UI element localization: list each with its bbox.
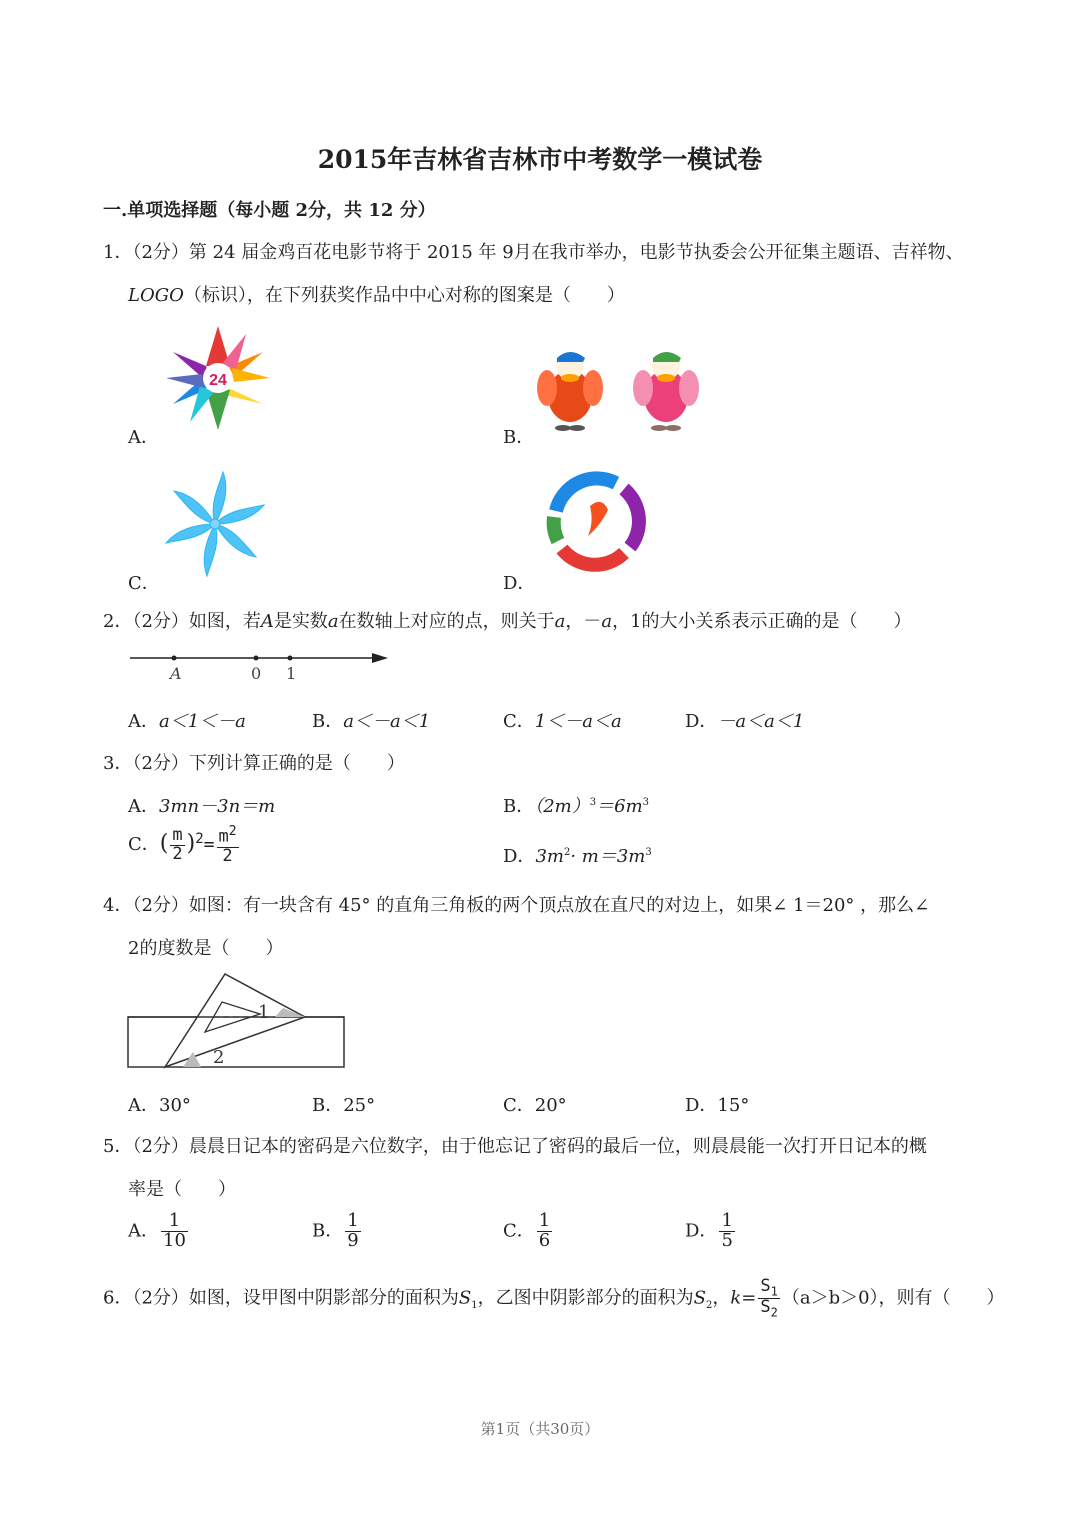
q5-option-b-label: B． xyxy=(312,1220,344,1242)
q4-option-c: C．20° xyxy=(503,1095,567,1116)
q1-figure-d-film-phoenix-icon xyxy=(540,466,652,576)
q4-angle-label-1: 1 xyxy=(258,1002,270,1023)
q2-axis-label-0: 0 xyxy=(251,664,262,683)
q2-option-b-label: B． xyxy=(312,711,344,732)
q5-option-b xyxy=(312,1212,363,1251)
q3-option-c-label: C． xyxy=(128,834,160,856)
q3-option-d-b: · m＝3m xyxy=(570,846,646,867)
q3-option-b-exp2: 3 xyxy=(642,797,650,808)
q6-k: k xyxy=(730,1287,742,1309)
q2-stem-a: 2．（2分）如图，若 xyxy=(103,611,261,632)
q6-frac-den-sub: 2 xyxy=(770,1305,778,1320)
q2-option-c-math: 1＜－a＜a xyxy=(534,711,622,732)
q2-var-a-2: a xyxy=(554,611,566,632)
q3-option-c-num: m xyxy=(172,824,183,845)
q1-option-c: C． xyxy=(128,573,160,594)
q1-option-a: A． xyxy=(128,427,159,448)
q5-option-a xyxy=(128,1212,190,1251)
q1-figure-a-star-icon xyxy=(162,325,274,431)
q3-option-a xyxy=(128,792,275,818)
q2-option-a-math: a＜1＜－a xyxy=(159,711,246,732)
section-heading: 一.单项选择题（每小题 2分，共 12 分） xyxy=(103,200,436,221)
q3-option-b-exp1: 3 xyxy=(589,797,597,808)
q2-option-c-label: C． xyxy=(503,711,535,732)
q3-option-d-exp1: 2 xyxy=(563,847,571,858)
q3-option-b-rhs: ＝6m xyxy=(596,796,643,817)
q2-axis-label-1: 1 xyxy=(286,664,297,683)
q2-stem xyxy=(103,607,912,633)
q2-axis-label-a: A xyxy=(170,664,182,683)
page-title: 2015年吉林省吉林市中考数学一模试卷 xyxy=(317,145,763,174)
q1-stem-line1: 1．（2分）第 24 届金鸡百花电影节将于 2015 年 9月在我市举办，电影节执委会公开征集主题语、吉祥物、 xyxy=(103,242,964,263)
q5-option-d-label: D． xyxy=(685,1220,718,1242)
q2-stem-e: ，1的大小关系表示正确的是（ ） xyxy=(612,611,912,632)
q3-option-b xyxy=(503,792,649,818)
q5-option-d-num: 1 xyxy=(721,1210,733,1231)
q6-s1: S xyxy=(458,1287,472,1309)
q1-figure-b-mascots-icon xyxy=(535,348,705,438)
q6-frac-num: S xyxy=(760,1276,771,1296)
q1-logo-text: LOGO xyxy=(128,285,184,306)
q3-option-d-exp2: 3 xyxy=(645,847,652,858)
q5-stem-line1: 5．（2分）晨晨日记本的密码是六位数字，由于他忘记了密码的最后一位，则晨晨能一次打开日记本的概 xyxy=(103,1136,927,1157)
page-footer: 第1页（共30页） xyxy=(480,1420,600,1438)
q5-option-c-num: 1 xyxy=(538,1210,551,1231)
q6-s1-sub: 1 xyxy=(471,1300,478,1312)
q2-stem-b: 是实数 xyxy=(273,611,328,632)
q5-option-d xyxy=(685,1212,737,1251)
q3-option-b-label: B． xyxy=(503,796,535,817)
q5-option-c-label: C． xyxy=(503,1220,535,1242)
q3-option-d-label: D． xyxy=(503,846,536,867)
q6-eq: = xyxy=(741,1287,757,1309)
q4-angle-label-2: 2 xyxy=(213,1047,225,1068)
q2-option-a-label: A． xyxy=(128,711,159,732)
q3-stem: 3．（2分）下列计算正确的是（ ） xyxy=(103,753,405,774)
q6-condition: （a＞b＞0），则有（ ） xyxy=(781,1287,1005,1309)
q2-option-b xyxy=(312,707,430,733)
q3-option-c: C．( $\frac{m}{2}$ )$^2$= $\frac{m^2}{2}$ xyxy=(128,824,237,866)
q5-option-a-num: 1 xyxy=(161,1212,188,1232)
q2-var-a: a xyxy=(327,611,339,632)
q6-stem-c: ， xyxy=(712,1287,731,1309)
q3-option-c-rhs-den: 2 xyxy=(222,845,233,866)
q2-number-line xyxy=(126,646,396,686)
q4-option-a: A．30° xyxy=(128,1095,191,1116)
q6-s2: S xyxy=(693,1287,706,1309)
q6-s2-sub: 2 xyxy=(705,1300,713,1312)
q2-var-a-3: a xyxy=(601,611,613,632)
q2-option-d-math: －a＜a＜1 xyxy=(717,711,805,732)
q1-figure-c-snowflake-icon xyxy=(162,468,268,580)
q6-stem-b: ，乙图中阴影部分的面积为 xyxy=(477,1287,694,1309)
q5-option-a-label: A． xyxy=(128,1220,159,1242)
q2-option-c xyxy=(503,707,622,733)
q2-option-d xyxy=(685,707,804,733)
q1-option-d: D． xyxy=(503,573,536,594)
q2-option-d-label: D． xyxy=(685,711,718,732)
q3-option-c-den: 2 xyxy=(172,843,183,864)
q4-option-d: D．15° xyxy=(685,1095,750,1116)
q5-option-d-den: 5 xyxy=(721,1229,733,1251)
q5-option-a-den: 10 xyxy=(163,1229,186,1251)
q6-frac-den: S xyxy=(760,1296,771,1317)
q2-option-a xyxy=(128,707,246,733)
q4-option-b: B．25° xyxy=(312,1095,376,1116)
q1-stem-rest: （标识），在下列获奖作品中中心对称的图案是（ ） xyxy=(183,285,625,306)
q5-option-b-den: 9 xyxy=(347,1229,359,1251)
q6-frac-num-sub: 1 xyxy=(770,1284,778,1299)
q5-option-c xyxy=(503,1212,554,1251)
q3-option-d xyxy=(503,842,652,868)
q3-option-c-exp: 2 xyxy=(195,831,204,848)
q4-stem-line1: 4．（2分）如图：有一块含有 45° 的直角三角板的两个顶点放在直尺的对边上，如果∠ 1＝20° ，那么∠ xyxy=(103,895,930,916)
q2-stem-c: 在数轴上对应的点，则关于 xyxy=(338,611,555,632)
q3-option-a-math: 3mn－3n＝m xyxy=(159,796,276,817)
q5-stem-line2: 率是（ ） xyxy=(128,1179,236,1200)
q6-stem-a: 6．（2分）如图，设甲图中阴影部分的面积为 xyxy=(103,1287,459,1309)
q1-badge-text: 24 xyxy=(209,372,227,389)
q2-point-a: A xyxy=(260,611,274,632)
q5-option-b-num: 1 xyxy=(347,1210,359,1231)
q3-option-b-base: （2m） xyxy=(534,796,590,817)
q3-option-a-label: A． xyxy=(128,796,159,817)
q5-option-c-den: 6 xyxy=(538,1229,551,1251)
q1-option-b: B． xyxy=(503,427,535,448)
q3-option-c-rhs-exp: 2 xyxy=(228,824,237,839)
q3-option-d-a: 3m xyxy=(535,846,564,867)
q2-stem-d: ，－ xyxy=(565,611,602,632)
q1-stem-line2 xyxy=(128,281,625,307)
q2-option-b-math: a＜－a＜1 xyxy=(343,711,431,732)
q4-stem-line2: 2的度数是（ ） xyxy=(128,938,284,959)
q4-ruler-triangle-figure xyxy=(125,970,349,1074)
q3-option-c-rhs-num: m xyxy=(218,826,229,847)
q3-option-c-eq: = xyxy=(203,834,215,856)
q6-stem xyxy=(103,1278,1005,1319)
